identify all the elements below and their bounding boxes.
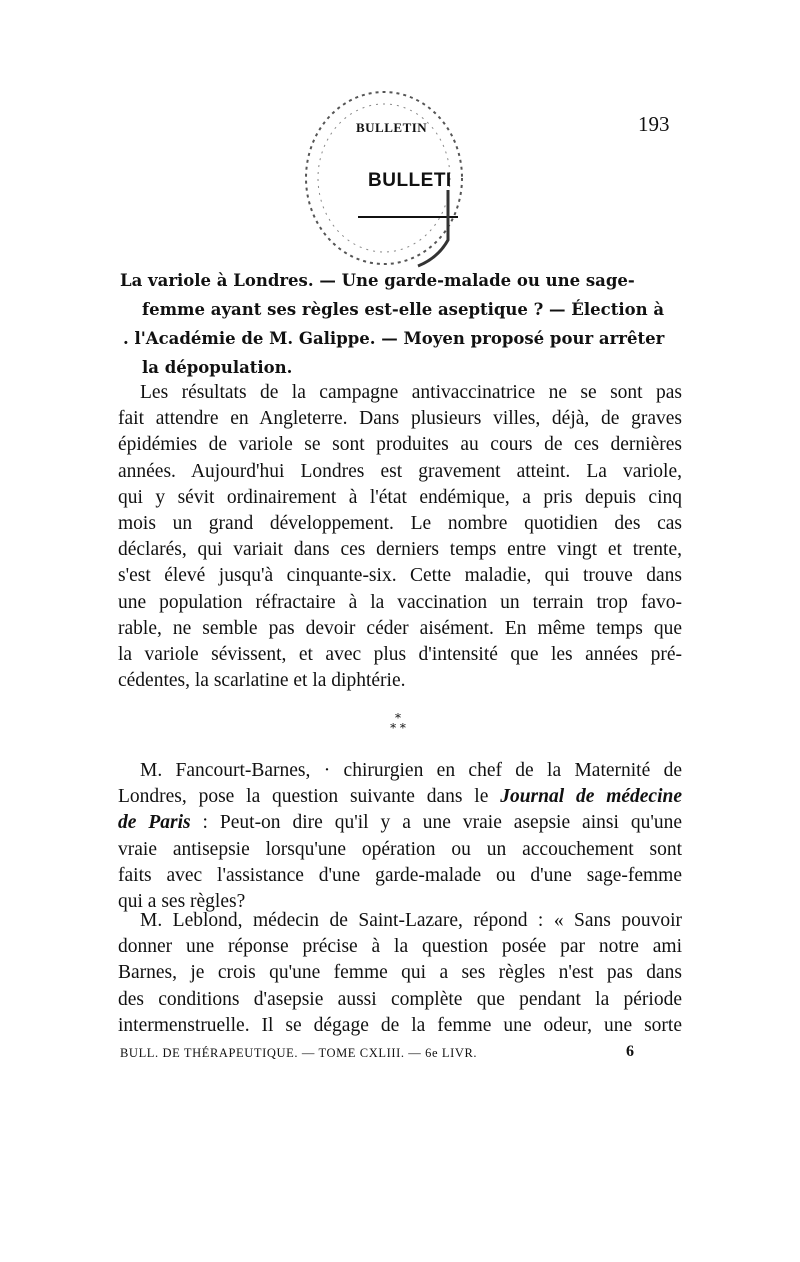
text-line: mois un grand développement. Le nombre quotidien des cas (118, 512, 682, 534)
text-line: vraie antisepsie lorsqu'une opération ou un accouchement sont (118, 838, 682, 860)
text-line: donner une réponse précise à la question posée par notre ami (118, 936, 682, 958)
paragraph-leblond-answer (118, 908, 682, 1039)
text-line: une population réfractaire à la vaccination un terrain trop favo- (118, 591, 682, 613)
footer-sheet-number: 6 (626, 1043, 634, 1060)
stamp-top-text: BULLETIN (356, 120, 428, 135)
text-line: s'est élevé jusqu'à cinquante-six. Cette maladie, qui trouve dans (118, 565, 682, 587)
text-line: des conditions d'asepsie aussi complète que pendant la période (118, 988, 682, 1010)
paragraph-smallpox (118, 380, 682, 694)
text-line: qui a ses règles? (118, 890, 246, 912)
headline-line: la dépopulation. (142, 358, 293, 377)
text-line: années. Aujourd'hui Londres est gravement atteint. La variole, (118, 460, 682, 482)
page-number: 193 (638, 112, 670, 136)
text-line: la variole sévissent, et avec plus d'intensité que les années pré- (118, 643, 682, 665)
footer-signature-line: BULL. DE THÉRAPEUTIQUE. — TOME CXLIII. — 6e LIVR. (120, 1046, 478, 1060)
section-headline (120, 266, 682, 382)
text-line: rable, ne semble pas devoir céder aisément. En même temps que (118, 617, 682, 639)
text-line (118, 810, 682, 836)
paragraph-barnes-question (118, 758, 682, 915)
text-line: intermenstruelle. Il se dégage de la femme une odeur, une sorte (118, 1014, 682, 1036)
text-line (118, 784, 682, 810)
text-line: déclarés, qui variait dans ces derniers temps entre vingt et trente, (118, 539, 682, 561)
asterism-divider: * * * (390, 711, 406, 735)
text-fragment: : Peut-on dire qu'il y a une vraie asepsie ainsi qu'une (190, 812, 682, 834)
text-line: Barnes, je crois qu'une femme qui a ses règles n'est pas dans (118, 962, 682, 984)
text-line: cédentes, la scarlatine et la diphtérie. (118, 670, 406, 692)
text-fragment: Londres, pose la question suivante dans le (118, 786, 501, 808)
stamp-middle-text: BULLETI (368, 170, 452, 191)
text-line: qui y sévit ordinairement à l'état endémique, a pris depuis cinq (118, 486, 682, 508)
text-line: fait attendre en Angleterre. Dans plusieurs villes, déjà, de graves (118, 408, 682, 430)
text-line: Les résultats de la campagne antivaccinatrice ne se sont pas (140, 382, 682, 403)
text-line: M. Fancourt-Barnes, · chirurgien en chef de la Maternité de (140, 760, 682, 781)
headline-line: . l'Académie de M. Galippe. — Moyen proposé pour arrêter (123, 329, 665, 348)
journal-title-cont: de Paris (118, 812, 191, 834)
headline-line: La variole à Londres. — Une garde-malade ou une sage- (120, 271, 635, 290)
text-line: épidémies de variole se sont produites au cours de ces dernières (118, 434, 682, 456)
text-line: faits avec l'assistance d'une garde-malade ou d'une sage-femme (118, 864, 682, 886)
headline-line: femme ayant ses règles est-elle aseptique ? — Élection à (142, 300, 665, 319)
text-line: M. Leblond, médecin de Saint-Lazare, répond : « Sans pouvoir (140, 910, 682, 931)
journal-title: Journal de médecine (500, 786, 682, 808)
